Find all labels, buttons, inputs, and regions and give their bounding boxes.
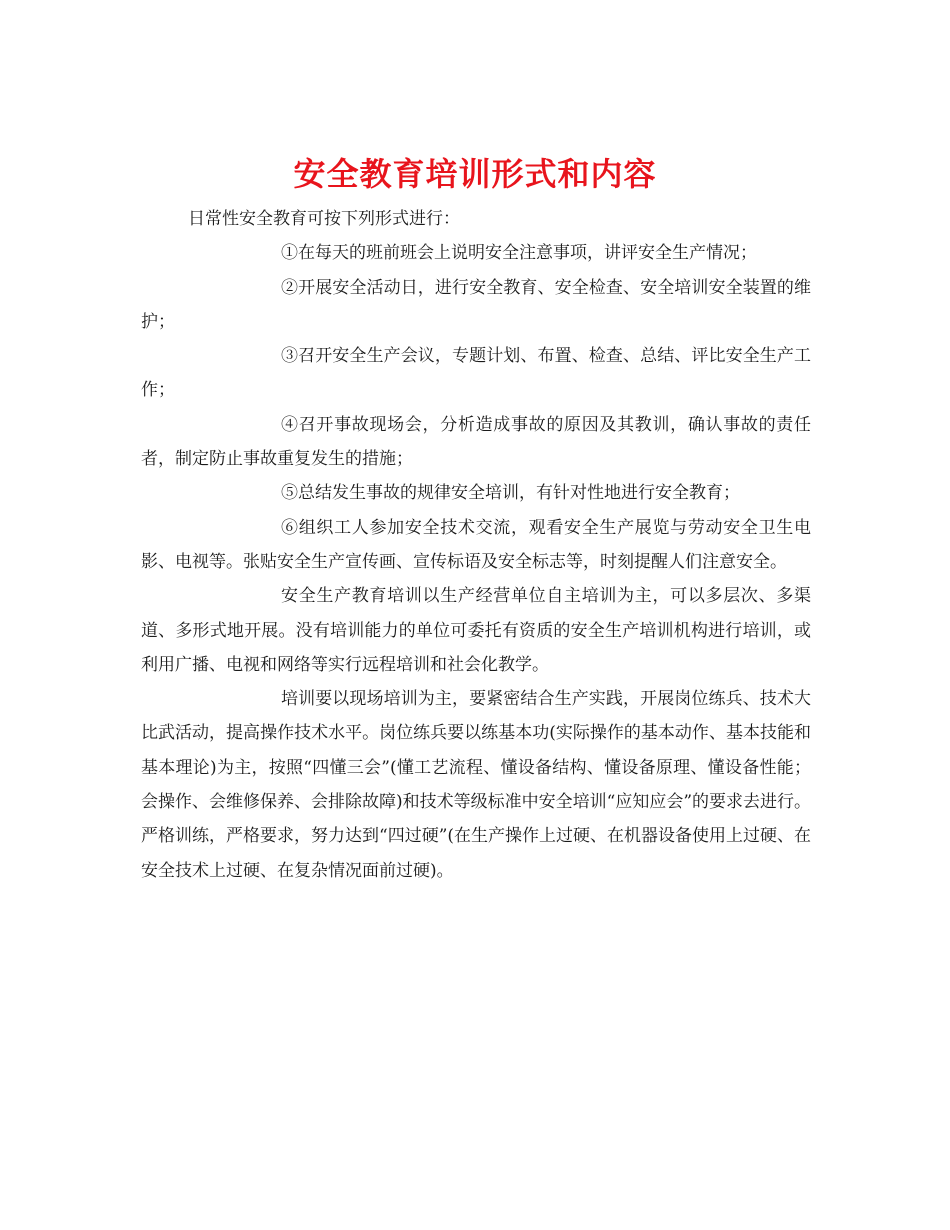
list-item-4: ④召开事故现场会，分析造成事故的原因及其教训，确认事故的责任者，制定防止事故重复发生的措施； bbox=[141, 414, 811, 470]
body-paragraph-onsite-training: 培训要以现场培训为主，要紧密结合生产实践，开展岗位练兵、技术大比武活动，提高操作技术水平。岗位练兵要以练基本功(实际操作的基本动作、基本技能和基本理论)为主，按照“四懂三会”(懂工艺流程、懂设备结构、懂设备原理、懂设备性能；会操作、会维修保养、会排除故障)和技术等级标准中安全培训“应知应会”的要求去进行。严格训练，严格要求，努力达到“四过硬”(在生产操作上过硬、在机器设备使用上过硬、在安全技术上过硬、在复杂情况面前过硬)。 bbox=[141, 689, 812, 881]
list-item-5: ⑤总结发生事故的规律安全培训，有针对性地进行安全教育； bbox=[281, 483, 740, 504]
list-item-3: ③召开安全生产会议，专题计划、布置、检查、总结、评比安全生产工作； bbox=[141, 346, 811, 401]
list-item-1: ①在每天的班前班会上说明安全注意事项，讲评安全生产情况； bbox=[281, 243, 757, 264]
document-body bbox=[141, 202, 811, 888]
body-paragraph-training-approach: 安全生产教育培训以生产经营单位自主培训为主，可以多层次、多渠道、多形式地开展。没有培训能力的单位可委托有资质的安全生产培训机构进行培训，或利用广播、电视和网络等实行远程培训和社会化教学。 bbox=[141, 586, 811, 675]
intro-paragraph: 日常性安全教育可按下列形式进行： bbox=[188, 209, 460, 229]
list-item-6: ⑥组织工人参加安全技术交流，观看安全生产展览与劳动安全卫生电影、电视等。张贴安全生产宣传画、宣传标语及安全标志等，时刻提醒人们注意安全。 bbox=[141, 517, 811, 572]
document-title: 安全教育培训形式和内容 bbox=[293, 155, 657, 194]
list-item-2: ②开展安全活动日，进行安全教育、安全检查、安全培训安全装置的维护； bbox=[141, 277, 811, 332]
